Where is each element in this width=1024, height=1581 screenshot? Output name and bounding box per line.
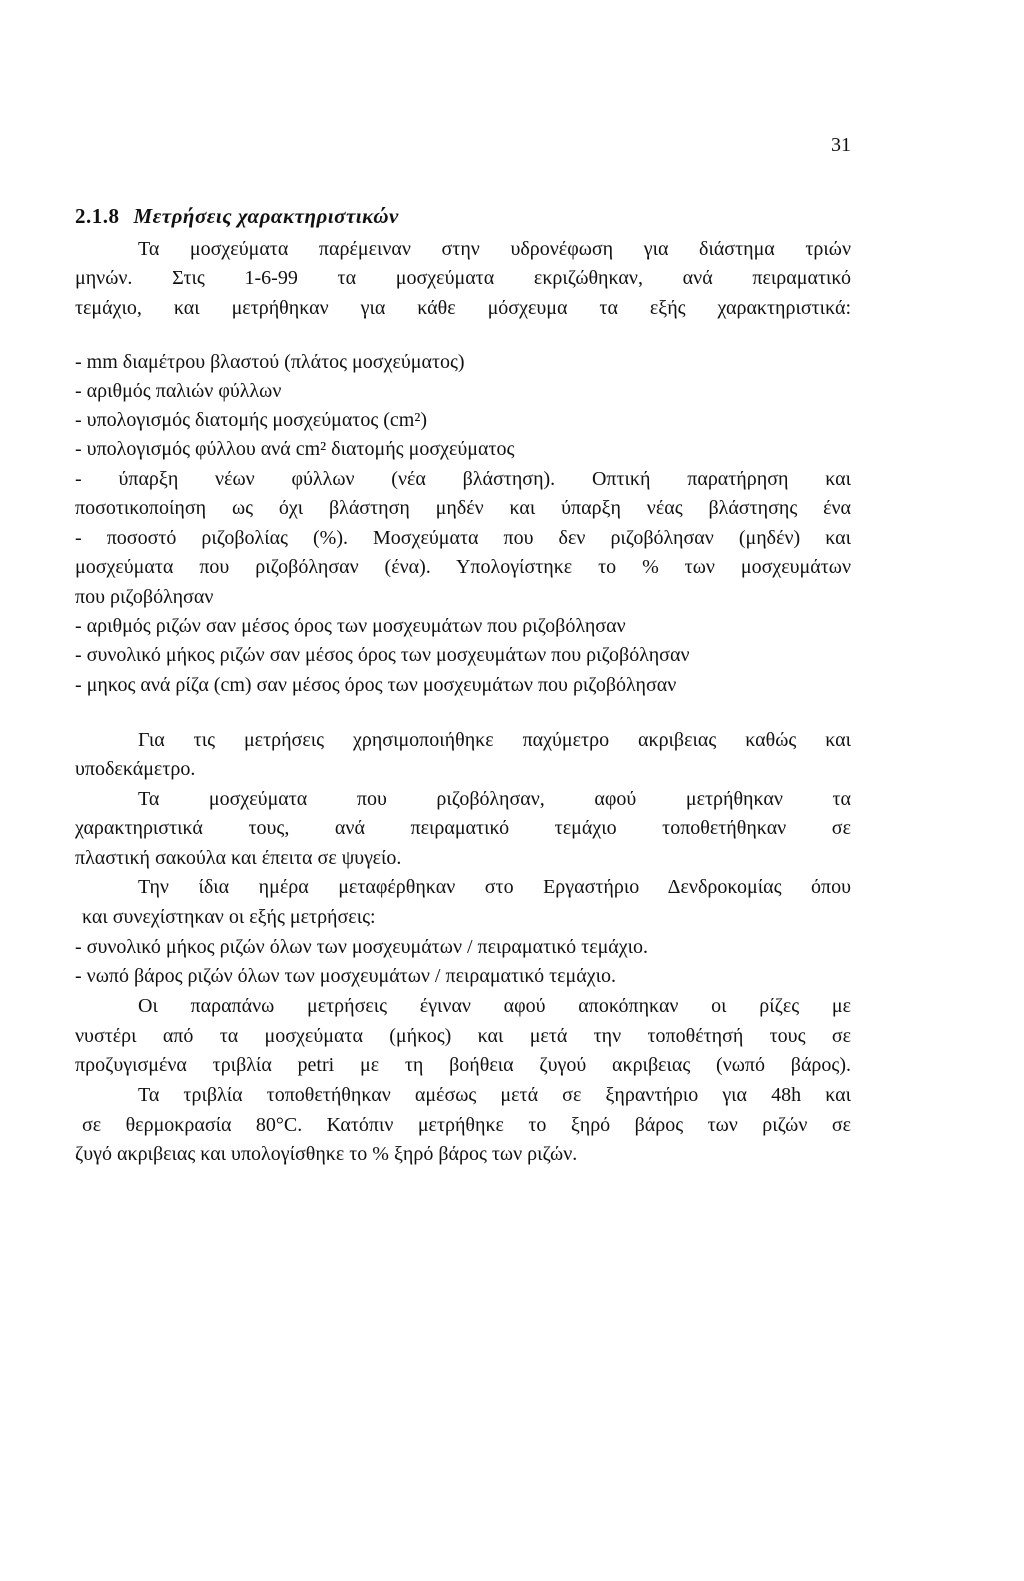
list-item: - ύπαρξη νέων φύλλων (νέα βλάστηση). Οπτική παρατήρηση και bbox=[75, 468, 851, 490]
paragraph-line: Τα τριβλία τοποθετήθηκαν αμέσως μετά σε ξηραντήριο για 48h και bbox=[138, 1084, 851, 1106]
list-item: - αριθμός παλιών φύλλων bbox=[75, 380, 282, 402]
section-number: 2.1.8 bbox=[75, 204, 120, 228]
section-title: Μετρήσεις χαρακτηριστικών bbox=[133, 204, 399, 228]
paragraph-line: Τα μοσχεύματα που ριζοβόλησαν, αφού μετρήθηκαν τα bbox=[138, 788, 851, 810]
paragraph-line: που ριζοβόλησαν bbox=[75, 586, 214, 608]
paragraph-line: μοσχεύματα που ριζοβόλησαν (ένα). Υπολογίστηκε το % των μοσχευμάτων bbox=[75, 556, 851, 578]
paragraph-line: ποσοτικοποίηση ως όχι βλάστηση μηδέν και ύπαρξη νέας βλάστησης ένα bbox=[75, 497, 851, 519]
paragraph-line: Τα μοσχεύματα παρέμειναν στην υδρονέφωση για διάστημα τριών bbox=[138, 238, 851, 260]
paragraph-line: νυστέρι από τα μοσχεύματα (μήκος) και μετά την τοποθέτησή τους σε bbox=[75, 1025, 851, 1047]
paragraph-line: τεμάχιο, και μετρήθηκαν για κάθε μόσχευμα τα εξής χαρακτηριστικά: bbox=[75, 297, 851, 319]
paragraph-line: υποδεκάμετρο. bbox=[75, 758, 196, 780]
paragraph-line: χαρακτηριστικά τους, ανά πειραματικό τεμάχιο τοποθετήθηκαν σε bbox=[75, 817, 851, 839]
list-item: - αριθμός ριζών σαν μέσος όρος των μοσχευμάτων που ριζοβόλησαν bbox=[75, 615, 626, 637]
list-item: - mm διαμέτρου βλαστού (πλάτος μοσχεύματος) bbox=[75, 351, 465, 373]
paragraph-line: πλαστική σακούλα και έπειτα σε ψυγείο. bbox=[75, 847, 402, 869]
paragraph-line: Την ίδια ημέρα μεταφέρθηκαν στο Εργαστήριο Δενδροκομίας όπου bbox=[138, 876, 851, 898]
list-item: - ποσοστό ριζοβολίας (%). Μοσχεύματα που δεν ριζοβόλησαν (μηδέν) και bbox=[75, 527, 851, 549]
list-item: - υπολογισμός φύλλου ανά cm² διατομής μοσχεύματος bbox=[75, 438, 515, 460]
paragraph-line: Οι παραπάνω μετρήσεις έγιναν αφού αποκόπηκαν οι ρίζες με bbox=[138, 995, 851, 1017]
paragraph-line: ζυγό ακριβειας και υπολογίσθηκε το % ξηρό βάρος των ριζών. bbox=[75, 1143, 578, 1165]
paragraph-line: και συνεχίστηκαν οι εξής μετρήσεις: bbox=[82, 906, 376, 928]
list-item: - συνολικό μήκος ριζών όλων των μοσχευμάτων / πειραματικό τεμάχιο. bbox=[75, 936, 649, 958]
page-number: 31 bbox=[831, 134, 851, 156]
section-heading bbox=[75, 204, 399, 229]
list-item: - νωπό βάρος ριζών όλων των μοσχευμάτων / πειραματικό τεμάχιο. bbox=[75, 965, 616, 987]
paragraph-line: Για τις μετρήσεις χρησιμοποιήθηκε παχύμετρο ακριβειας καθώς και bbox=[138, 729, 851, 751]
paragraph-line: μηνών. Στις 1-6-99 τα μοσχεύματα εκριζώθηκαν, ανά πειραματικό bbox=[75, 267, 851, 289]
list-item: - υπολογισμός διατομής μοσχεύματος (cm²) bbox=[75, 409, 428, 431]
list-item: - συνολικό μήκος ριζών σαν μέσος όρος των μοσχευμάτων που ριζοβόλησαν bbox=[75, 644, 690, 666]
list-item: - μηκος ανά ρίζα (cm) σαν μέσος όρος των μοσχευμάτων που ριζοβόλησαν bbox=[75, 674, 677, 696]
paragraph-line: προζυγισμένα τριβλία petri με τη βοήθεια ζυγού ακριβειας (νωπό βάρος). bbox=[75, 1054, 851, 1076]
paragraph-line: σε θερμοκρασία 80°C. Κατόπιν μετρήθηκε το ξηρό βάρος των ριζών σε bbox=[82, 1114, 851, 1136]
